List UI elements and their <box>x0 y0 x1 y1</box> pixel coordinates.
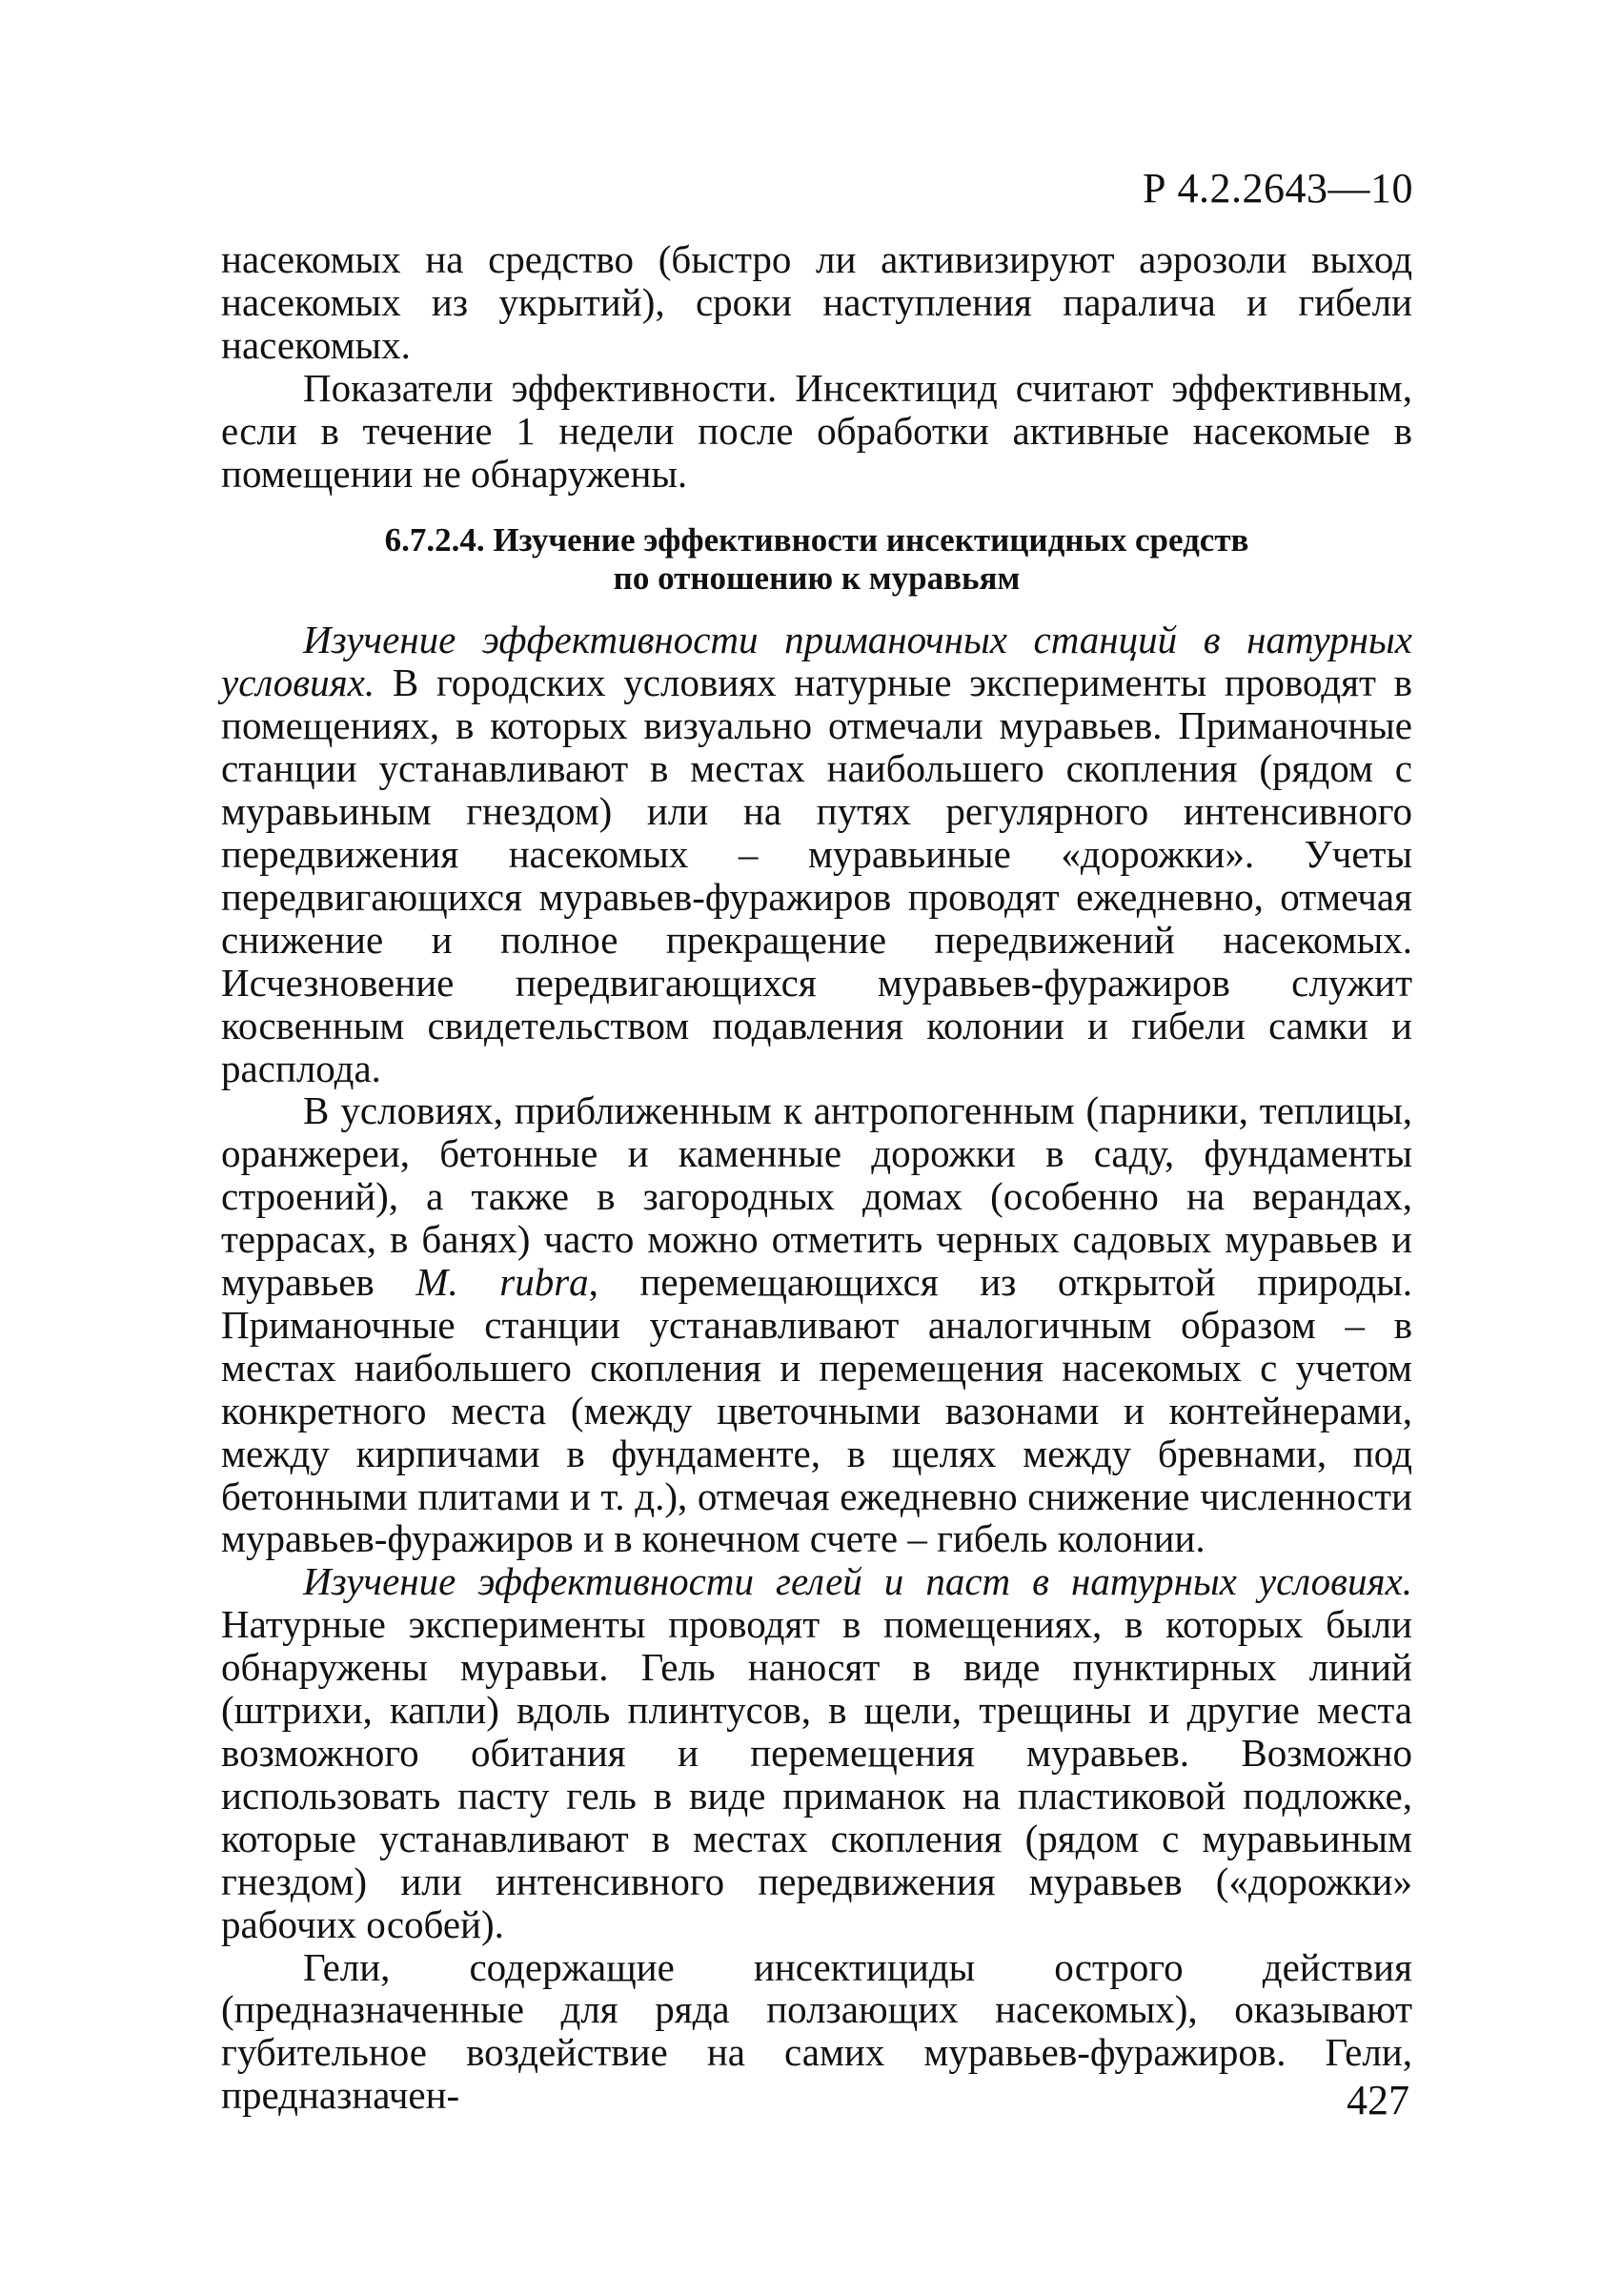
section-heading <box>221 521 1412 598</box>
paragraph-acute-gels: Гели, содержащие инсектициды острого действия (предназначенные для ряда ползающих насекомых), оказывают губительное воздействие на самих муравьев-фуражиров. Гели, предназначен- <box>221 1944 1412 2118</box>
page-number: 427 <box>1347 2077 1409 2123</box>
paragraph-anthropogenic-conditions <box>221 1089 1412 1560</box>
document-code: Р 4.2.2643—10 <box>1143 165 1413 212</box>
section-heading-line-2: по отношению к муравьям <box>613 559 1021 598</box>
paragraph-gels-pastes <box>221 1560 1412 1945</box>
paragraph-text-bait-stations: В городских условиях натурные эксперименты проводят в помещениях, в которых визуально отмечали муравьев. Приманочные станции устанавливают в местах наибольшего скопления (рядом с муравьиным гнездом) или на путях регулярного интенсивного передвижения насекомых – муравьиные «дорожки». Учеты передвигающихся муравьев-фуражиров проводят ежедневно, отмечая снижение и полное прекращение передвижений насекомых. Исчезновение передвигающихся муравьев-фуражиров служит косвенным свидетельством подавления колонии и гибели самки и расплода. <box>221 660 1412 1090</box>
paragraph-lead-bait-stations: Изучение эффективности приманочных станций в натурных условиях. <box>221 618 1412 705</box>
paragraph-text-part-1: В условиях, приближенным к антропогенным (парники, теплицы, оранжереи, бетонные и каменные дорожки в саду, фундаменты строений), а также в загородных домах (особенно на верандах, террасах, в банях) часто можно отметить черных садовых муравьев и муравьев <box>221 1088 1412 1305</box>
paragraph-efficiency-indicators: Показатели эффективности. Инсектицид считают эффективным, если в течение 1 недели после обработки активные насекомые в помещении не обнаружены. <box>221 365 1412 496</box>
section-heading-line-1: 6.7.2.4. Изучение эффективности инсектицидных средств <box>384 521 1249 559</box>
paragraph-text-gels-pastes: Натурные эксперименты проводят в помещениях, в которых были обнаружены муравьи. Гель наносят в виде пунктирных линий (штрихи, капли) вдоль плинтусов, в щели, трещины и другие места возможного обитания и перемещения муравьев. Возможно использовать пасту гель в виде приманок на пластиковой подложке, которые устанавливают в местах скопления (рядом с муравьиным гнездом) или интенсивного передвижения муравьев («дорожки» рабочих особей). <box>221 1602 1412 1946</box>
paragraph-lead-gels-pastes: Изучение эффективности гелей и паст в натурных условиях. <box>303 1559 1412 1604</box>
species-name: M. rubra <box>415 1260 589 1305</box>
paragraph-bait-stations <box>221 619 1412 1089</box>
paragraph-text-part-2: , перемещающихся из открытой природы. Приманочные станции устанавливают аналогичным образом – в местах наибольшего скопления и перемещения насекомых с учетом конкретного места (между цветочными вазонами и контейнерами, между кирпичами в фундаменте, в щелях между бревнами, под бетонными плитами и т. д.), отмечая ежедневно снижение численности муравьев-фуражиров и в конечном счете – гибель колонии. <box>221 1260 1412 1561</box>
paragraph-continuation: насекомых на средство (быстро ли активизируют аэрозоли выход насекомых из укрытий), сроки наступления паралича и гибели насекомых. <box>221 237 1412 367</box>
body-text <box>221 238 1412 2117</box>
